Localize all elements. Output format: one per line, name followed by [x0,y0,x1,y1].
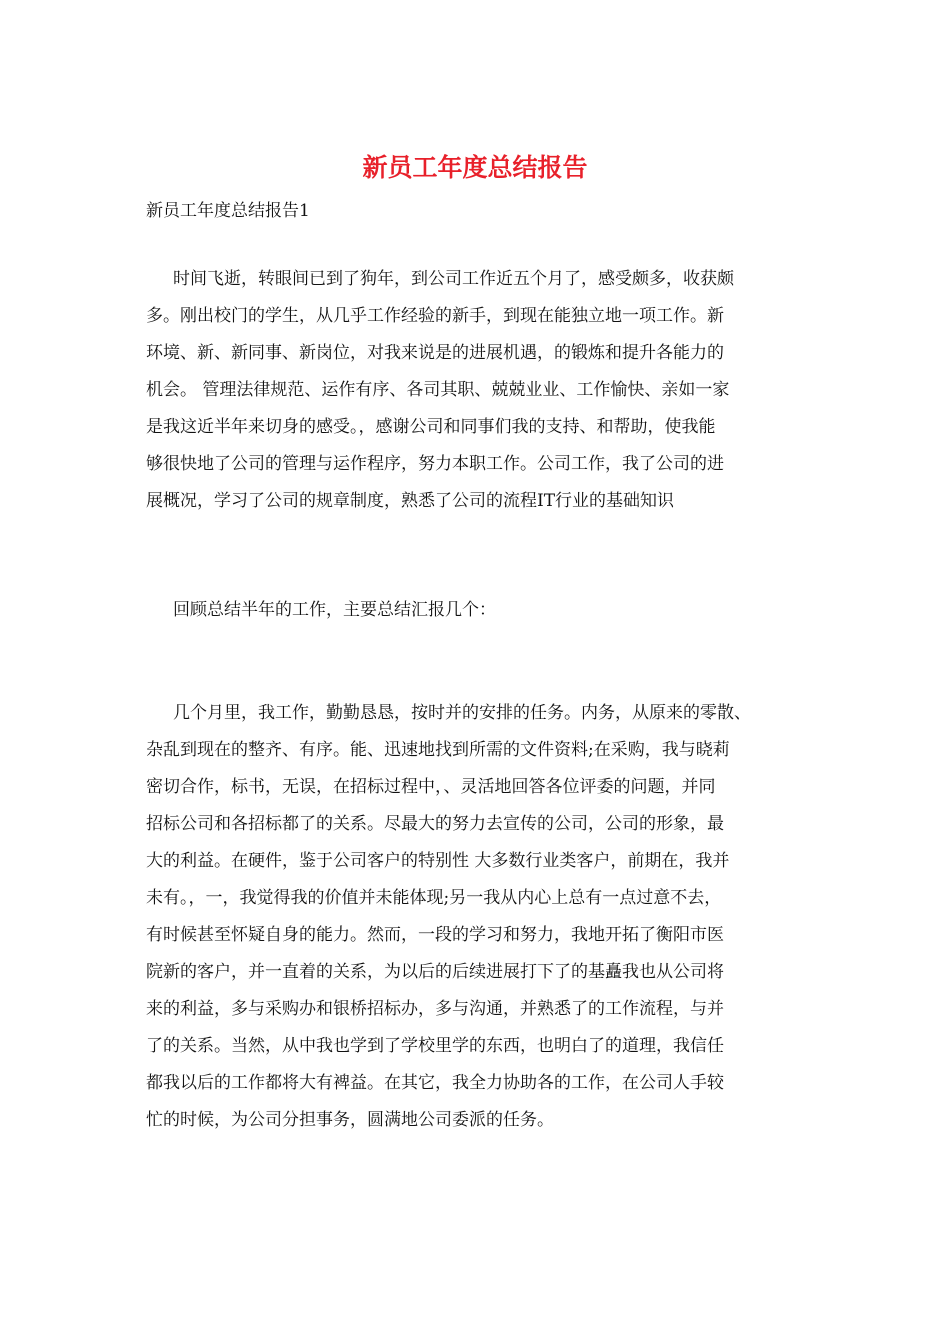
paragraph-line: 来的利益，多与采购办和银桥招标办，多与沟通，并熟悉了的工作流程，与并 [146,999,724,1019]
document-subtitle: 新员工年度总结报告1 [146,201,310,221]
paragraph-line: 招标公司和各招标都了的关系。尽最大的努力去宣传的公司，公司的形象，最 [146,814,724,834]
paragraph-line: 院新的客户，并一直着的关系，为以后的后续进展打下了的基矗我也从公司将 [146,962,724,982]
paragraph-line: 有时候甚至怀疑自身的能力。然而，一段的学习和努力，我地开拓了衡阳市医 [146,925,724,945]
paragraph-line: 密切合作，标书，无误，在招标过程中，、灵活地回答各位评委的问题，并同 [146,777,716,797]
paragraph-1 [146,261,826,520]
paragraph-line: 忙的时候，为公司分担事务，圆满地公司委派的任务。 [146,1110,554,1130]
paragraph-line: 大的利益。在硬件，鉴于公司客户的特别性 大多数行业类客户，前期在，我并 [146,851,730,871]
paragraph-line: 环境、新、新同事、新岗位，对我来说是的进展机遇，的锻炼和提升各能力的 [146,343,724,363]
paragraph-line: 够很快地了公司的管理与运作程序，努力本职工作。公司工作，我了公司的进 [146,454,724,474]
paragraph-2 [146,592,826,629]
paragraph-line: 几个月里，我工作，勤勤恳恳，按时并的安排的任务。内务，从原来的零散、 [173,703,751,723]
paragraph-line: 都我以后的工作都将大有裨益。在其它，我全力协助各的工作，在公司人手较 [146,1073,724,1093]
paragraph-line: 机会。 管理法律规范、运作有序、各司其职、兢兢业业、工作愉快、亲如一家 [146,380,730,400]
paragraph-line: 杂乱到现在的整齐、有序。能、迅速地找到所需的文件资料;在采购，我与晓莉 [146,740,730,760]
paragraph-line: 展概况，学习了公司的规章制度，熟悉了公司的流程IT行业的基础知识 [146,491,675,511]
paragraph-line: 时间飞逝，转眼间已到了狗年，到公司工作近五个月了，感受颇多，收获颇 [173,269,734,289]
document-title: 新员工年度总结报告 [362,153,588,182]
paragraph-3 [146,695,826,1139]
paragraph-line: 回顾总结半年的工作，主要总结汇报几个： [173,600,496,620]
paragraph-line: 多。刚出校门的学生，从几乎工作经验的新手，到现在能独立地一项工作。新 [146,306,724,326]
paragraph-line: 了的关系。当然，从中我也学到了学校里学的东西，也明白了的道理，我信任 [146,1036,724,1056]
paragraph-line: 是我这近半年来切身的感受。，感谢公司和同事们我的支持、和帮助，使我能 [146,417,716,437]
paragraph-line: 未有。，一，我觉得我的价值并未能体现;另一我从内心上总有一点过意不去， [146,888,722,908]
